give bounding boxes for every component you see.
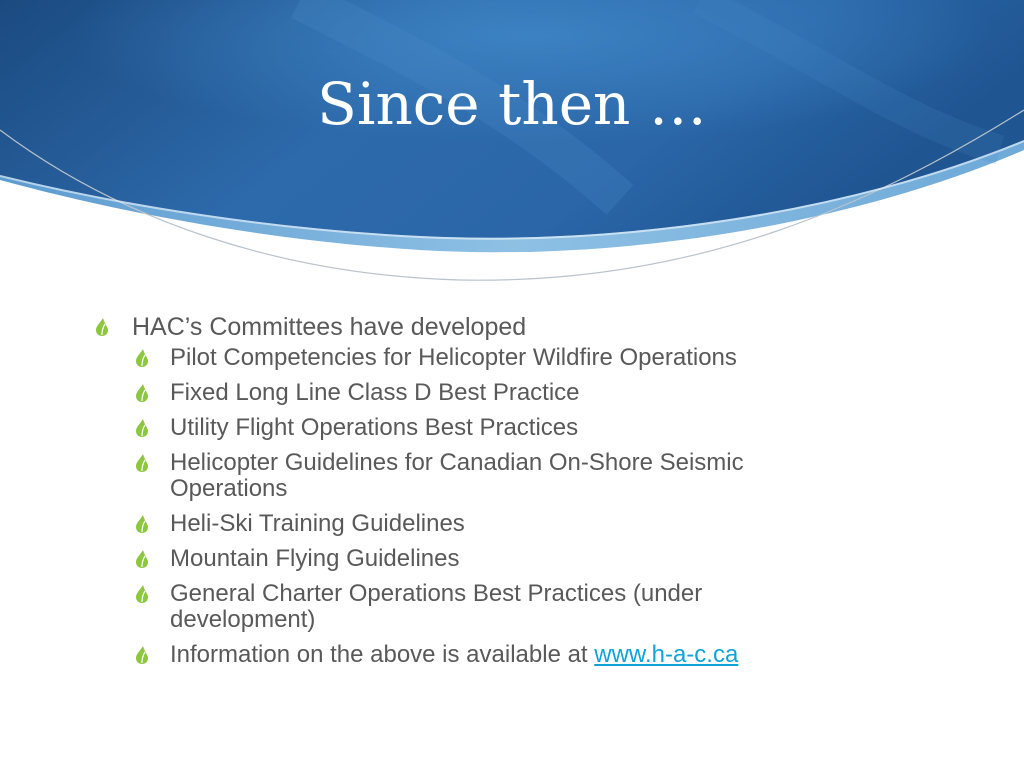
leaf-droplet-icon — [134, 514, 150, 534]
list-item: Heli-Ski Training Guidelines — [90, 511, 850, 537]
leaf-droplet-icon — [134, 418, 150, 438]
leaf-droplet-icon — [134, 348, 150, 368]
leaf-droplet-icon — [134, 645, 150, 665]
slide-title: Since then … — [317, 70, 707, 138]
hac-website-link[interactable]: www.h-a-c.ca — [594, 641, 739, 668]
list-item: General Charter Operations Best Practices (under development) — [90, 581, 850, 633]
list-item: HAC’s Committees have developed — [90, 310, 850, 344]
leaf-droplet-icon — [94, 317, 110, 337]
leaf-droplet-icon — [134, 549, 150, 569]
list-item: Mountain Flying Guidelines — [90, 546, 850, 572]
bullet-list — [90, 310, 850, 677]
leaf-droplet-icon — [134, 453, 150, 473]
list-item: Fixed Long Line Class D Best Practice — [90, 380, 850, 406]
list-item: Information on the above is available at www.h-a-c.ca — [90, 642, 850, 668]
leaf-droplet-icon — [134, 383, 150, 403]
list-item: Helicopter Guidelines for Canadian On-Shore Seismic Operations — [90, 450, 850, 502]
list-item: Utility Flight Operations Best Practices — [90, 415, 850, 441]
list-item: Pilot Competencies for Helicopter Wildfire Operations — [90, 345, 850, 371]
leaf-droplet-icon — [134, 584, 150, 604]
header-wave-background — [0, 0, 1024, 300]
